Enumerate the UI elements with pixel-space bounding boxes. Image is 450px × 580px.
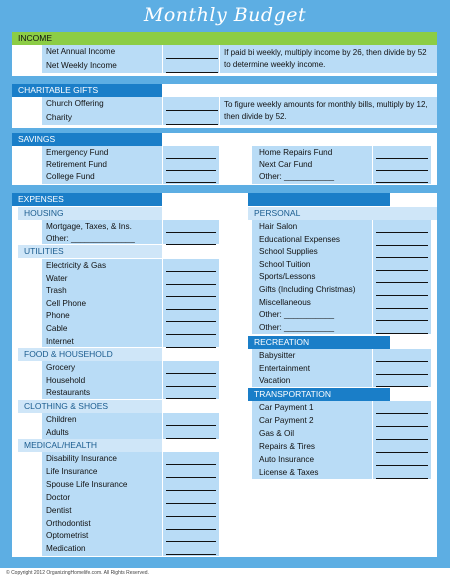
expense-amount-line[interactable] [166,373,216,374]
charitable-item: Charity [46,113,72,122]
medical-amount-column [163,452,219,556]
recreation-amount-column [373,349,431,387]
recreation-header-label: RECREATION [254,337,310,347]
income-section [12,32,437,76]
transportation-item: Repairs & Tires [259,441,315,451]
savings-amount-line[interactable] [376,158,428,159]
clothing-amount-column [163,413,219,439]
savings-right-amount-column [373,146,431,184]
savings-header-label: SAVINGS [18,134,56,144]
savings-amount-line[interactable] [376,170,428,171]
expense-amount-line[interactable] [166,477,216,478]
clothing-item: Adults [46,427,69,437]
charitable-note: To figure weekly amounts for monthly bills, multiply by 12, then divide by 52. [220,97,437,125]
expense-amount-line[interactable] [376,308,428,309]
recreation-item: Entertainment [259,363,310,373]
medical-item: Spouse Life Insurance [46,479,128,489]
transportation-item: Auto Insurance [259,454,315,464]
expense-amount-line[interactable] [166,334,216,335]
expense-amount-line[interactable] [376,478,428,479]
income-item: Net Weekly Income [46,61,117,70]
recreation-header [248,336,390,349]
utilities-item: Water [46,273,68,283]
charitable-amount-line[interactable] [166,110,218,111]
housing-item: Other: ______________ [46,234,135,243]
expense-amount-line[interactable] [166,296,216,297]
medical-item: Optometrist [46,531,89,541]
savings-amount-line[interactable] [166,182,216,183]
medical-item: Doctor [46,492,71,502]
expense-amount-line[interactable] [166,516,216,517]
expense-amount-line[interactable] [376,374,428,375]
transportation-item: Gas & Oil [259,428,295,438]
expense-amount-line[interactable] [376,270,428,271]
food-amount-column [163,361,219,399]
food-item: Household [46,375,86,385]
expense-amount-line[interactable] [166,244,216,245]
transportation-header-label: TRANSPORTATION [254,389,331,399]
expense-amount-line[interactable] [376,386,428,387]
expense-amount-line[interactable] [166,284,216,285]
recreation-item: Vacation [259,376,291,386]
food-header-label: FOOD & HOUSEHOLD [24,349,113,359]
transportation-item: Car Payment 2 [259,415,314,425]
income-amount-line[interactable] [166,58,218,59]
charitable-header-label: CHARITABLE GIFTS [18,85,99,95]
expenses-header-label: EXPENSES [18,194,64,204]
savings-amount-line[interactable] [166,170,216,171]
medical-header-label: MEDICAL/HEALTH [24,440,98,450]
medical-item: Dentist [46,505,72,515]
housing-header-label: HOUSING [24,208,64,218]
expense-amount-line[interactable] [166,425,216,426]
expense-amount-line[interactable] [376,439,428,440]
savings-item: Retirement Fund [46,160,107,169]
savings-section [12,133,437,185]
savings-amount-line[interactable] [376,182,428,183]
income-item: Net Annual Income [46,47,116,56]
expense-amount-line[interactable] [376,361,428,362]
expenses-header [12,193,162,206]
personal-item: Hair Salon [259,222,298,231]
medical-item: Orthodontist [46,518,91,528]
expense-amount-line[interactable] [376,452,428,453]
personal-item: Other: ___________ [259,322,335,332]
clothing-header-label: CLOTHING & SHOES [24,401,109,411]
expense-amount-line[interactable] [166,503,216,504]
charitable-amount-line[interactable] [166,124,218,125]
utilities-header-label: UTILITIES [24,246,64,256]
medical-item: Life Insurance [46,466,98,476]
savings-item: Next Car Fund [259,160,313,169]
food-header [18,348,162,361]
expenses-header-right [248,193,390,206]
utilities-item: Cable [46,324,68,333]
savings-item: College Fund [46,172,95,181]
charitable-section [12,84,437,128]
recreation-item: Babysitter [259,351,296,360]
savings-header [12,133,162,146]
food-item: Grocery [46,363,76,372]
expenses-section [12,193,437,557]
utilities-item: Internet [46,336,74,346]
food-item: Restaurants [46,388,91,398]
personal-amount-column [373,220,431,334]
personal-item: Miscellaneous [259,297,311,307]
expense-amount-line[interactable] [376,426,428,427]
charitable-item: Church Offering [46,99,104,108]
transportation-item: Car Payment 1 [259,403,314,412]
personal-header-label: PERSONAL [254,208,301,218]
utilities-item: Electricity & Gas [46,261,107,270]
housing-item: Mortgage, Taxes, & Ins. [46,222,132,231]
page-title: Monthly Budget [143,4,307,26]
savings-item: Emergency Fund [46,148,109,157]
expense-amount-line[interactable] [166,309,216,310]
expense-amount-line[interactable] [166,490,216,491]
income-note: If paid bi weekly, multiply income by 26, then divide by 52 to determine weekly income. [220,45,437,73]
personal-item: School Supplies [259,247,318,257]
personal-item: School Tuition [259,259,311,269]
expense-amount-line[interactable] [166,232,216,233]
clothing-item: Children [46,415,77,424]
medical-item: Medication [46,544,86,554]
expense-amount-line[interactable] [376,465,428,466]
income-header-label: INCOME [18,33,52,43]
expense-amount-line[interactable] [376,257,428,258]
copyright-footer: © Copyright 2012 OrganizingHomelife.com. All Rights Reserved. [6,570,149,576]
expense-amount-line[interactable] [166,321,216,322]
expense-amount-line[interactable] [376,295,428,296]
housing-header [18,207,162,220]
utilities-item: Cell Phone [46,298,87,308]
transportation-item: License & Taxes [259,467,319,477]
expense-amount-line[interactable] [376,232,428,233]
medical-header [18,439,162,452]
savings-amount-line[interactable] [166,158,216,159]
expense-amount-line[interactable] [166,398,216,399]
savings-item: Home Repairs Fund [259,148,333,157]
expense-amount-line[interactable] [166,529,216,530]
expense-amount-line[interactable] [166,271,216,272]
expense-amount-line[interactable] [166,438,216,439]
utilities-header [18,245,162,258]
charitable-amount-column [163,97,219,125]
utilities-item: Phone [46,311,70,321]
expense-amount-line[interactable] [166,464,216,465]
expense-amount-line[interactable] [166,347,216,348]
savings-item: Other: ___________ [259,172,335,181]
expense-amount-line[interactable] [166,541,216,542]
personal-item: Gifts (Including Christmas) [259,285,356,294]
expense-amount-line[interactable] [166,386,216,387]
expense-amount-line[interactable] [376,320,428,321]
expense-amount-line[interactable] [376,333,428,334]
expense-amount-line[interactable] [376,413,428,414]
personal-header [248,207,437,220]
income-amount-column [163,45,219,73]
expense-amount-line[interactable] [376,245,428,246]
clothing-header [18,400,162,413]
medical-item: Disability Insurance [46,454,117,463]
personal-item: Other: ___________ [259,310,335,320]
income-header [12,32,437,45]
income-amount-line[interactable] [166,72,218,73]
transportation-header [248,388,390,401]
expense-amount-line[interactable] [376,282,428,283]
expense-amount-line[interactable] [166,554,216,555]
charitable-header [12,84,162,97]
savings-left-amount-column [163,146,219,184]
utilities-item: Trash [46,286,67,296]
personal-item: Sports/Lessons [259,272,316,282]
personal-item: Educational Expenses [259,234,341,244]
